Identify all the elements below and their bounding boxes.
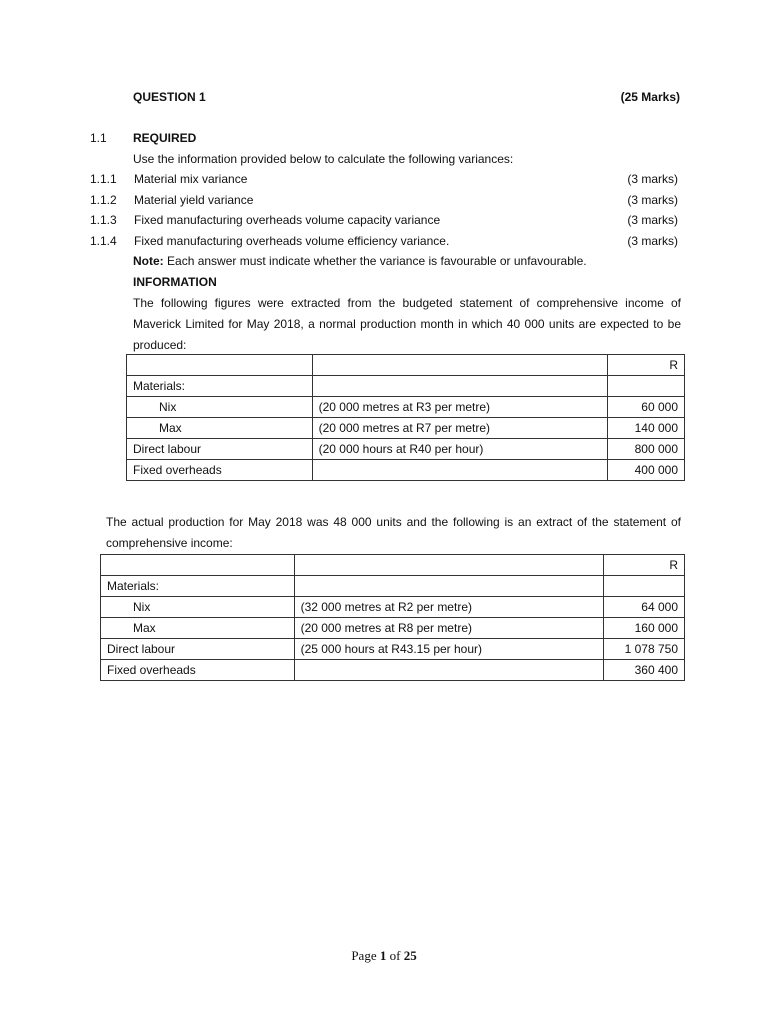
current-page: 1 bbox=[379, 948, 387, 963]
item-marks: (3 marks) bbox=[627, 172, 678, 186]
row-label: Fixed overheads bbox=[127, 460, 313, 481]
question-title: QUESTION 1 bbox=[133, 90, 206, 104]
row-amount: 64 000 bbox=[604, 597, 685, 618]
row-amount: 160 000 bbox=[604, 618, 685, 639]
row-desc: (20 000 metres at R8 per metre) bbox=[294, 618, 603, 639]
item-number: 1.1.3 bbox=[90, 213, 117, 227]
actual-table bbox=[100, 554, 685, 681]
item-text: Fixed manufacturing overheads volume capacity variance bbox=[134, 213, 441, 227]
row-label: Max bbox=[101, 618, 295, 639]
row-amount: 400 000 bbox=[608, 460, 685, 481]
information-heading: INFORMATION bbox=[133, 275, 217, 289]
item-marks: (3 marks) bbox=[627, 234, 678, 248]
list-item bbox=[90, 234, 680, 252]
table-row bbox=[101, 639, 685, 660]
row-desc bbox=[294, 576, 603, 597]
item-number: 1.1.1 bbox=[90, 172, 117, 186]
row-label: Nix bbox=[127, 397, 313, 418]
table-row bbox=[101, 618, 685, 639]
row-label: Max bbox=[127, 418, 313, 439]
list-item bbox=[90, 213, 680, 231]
total-pages: 25 bbox=[403, 948, 417, 963]
row-amount: 360 400 bbox=[604, 660, 685, 681]
required-heading: REQUIRED bbox=[133, 131, 197, 145]
note bbox=[133, 254, 587, 268]
list-item bbox=[90, 193, 680, 211]
table-row bbox=[127, 439, 685, 460]
table-row bbox=[101, 660, 685, 681]
question-marks: (25 Marks) bbox=[620, 90, 680, 104]
row-label: Direct labour bbox=[101, 639, 295, 660]
item-number: 1.1.4 bbox=[90, 234, 117, 248]
row-label: Nix bbox=[101, 597, 295, 618]
required-intro: Use the information provided below to calculate the following variances: bbox=[133, 152, 514, 166]
row-label: Materials: bbox=[101, 576, 295, 597]
row-amount: 800 000 bbox=[608, 439, 685, 460]
table-row bbox=[101, 597, 685, 618]
table-row bbox=[127, 397, 685, 418]
row-label: Materials: bbox=[127, 376, 313, 397]
table-row bbox=[127, 376, 685, 397]
note-text: Each answer must indicate whether the variance is favourable or unfavourable. bbox=[167, 254, 587, 268]
currency-header: R bbox=[608, 355, 685, 376]
table-row bbox=[127, 418, 685, 439]
row-amount bbox=[608, 376, 685, 397]
item-text: Material yield variance bbox=[134, 193, 254, 207]
row-amount bbox=[604, 576, 685, 597]
item-number: 1.1.2 bbox=[90, 193, 117, 207]
table-row bbox=[101, 576, 685, 597]
row-desc bbox=[312, 376, 607, 397]
row-label: Direct labour bbox=[127, 439, 313, 460]
row-desc bbox=[312, 460, 607, 481]
row-desc: (20 000 metres at R7 per metre) bbox=[312, 418, 607, 439]
row-desc bbox=[294, 660, 603, 681]
row-amount: 60 000 bbox=[608, 397, 685, 418]
item-text: Material mix variance bbox=[134, 172, 248, 186]
row-desc: (32 000 metres at R2 per metre) bbox=[294, 597, 603, 618]
row-desc: (20 000 hours at R40 per hour) bbox=[312, 439, 607, 460]
note-label: Note: bbox=[133, 254, 164, 268]
table-row bbox=[101, 555, 685, 576]
row-desc: (20 000 metres at R3 per metre) bbox=[312, 397, 607, 418]
list-item bbox=[90, 172, 680, 190]
item-marks: (3 marks) bbox=[627, 213, 678, 227]
row-amount: 140 000 bbox=[608, 418, 685, 439]
row-desc: (25 000 hours at R43.15 per hour) bbox=[294, 639, 603, 660]
information-paragraph: The following figures were extracted from the budgeted statement of comprehensive income of Maverick Limited for May 2018, a normal production month in which 40 000 units are expected to be produced: bbox=[133, 296, 681, 352]
section-number: 1.1 bbox=[90, 131, 107, 145]
page-number: Page 1 of 25 bbox=[351, 948, 417, 963]
item-text: Fixed manufacturing overheads volume efficiency variance. bbox=[134, 234, 450, 248]
currency-header: R bbox=[604, 555, 685, 576]
row-amount: 1 078 750 bbox=[604, 639, 685, 660]
table-row bbox=[127, 355, 685, 376]
budget-table bbox=[126, 354, 685, 481]
table-row bbox=[127, 460, 685, 481]
item-marks: (3 marks) bbox=[627, 193, 678, 207]
actual-paragraph: The actual production for May 2018 was 48 000 units and the following is an extract of the statement of comprehensive income: bbox=[106, 515, 681, 550]
row-label: Fixed overheads bbox=[101, 660, 295, 681]
